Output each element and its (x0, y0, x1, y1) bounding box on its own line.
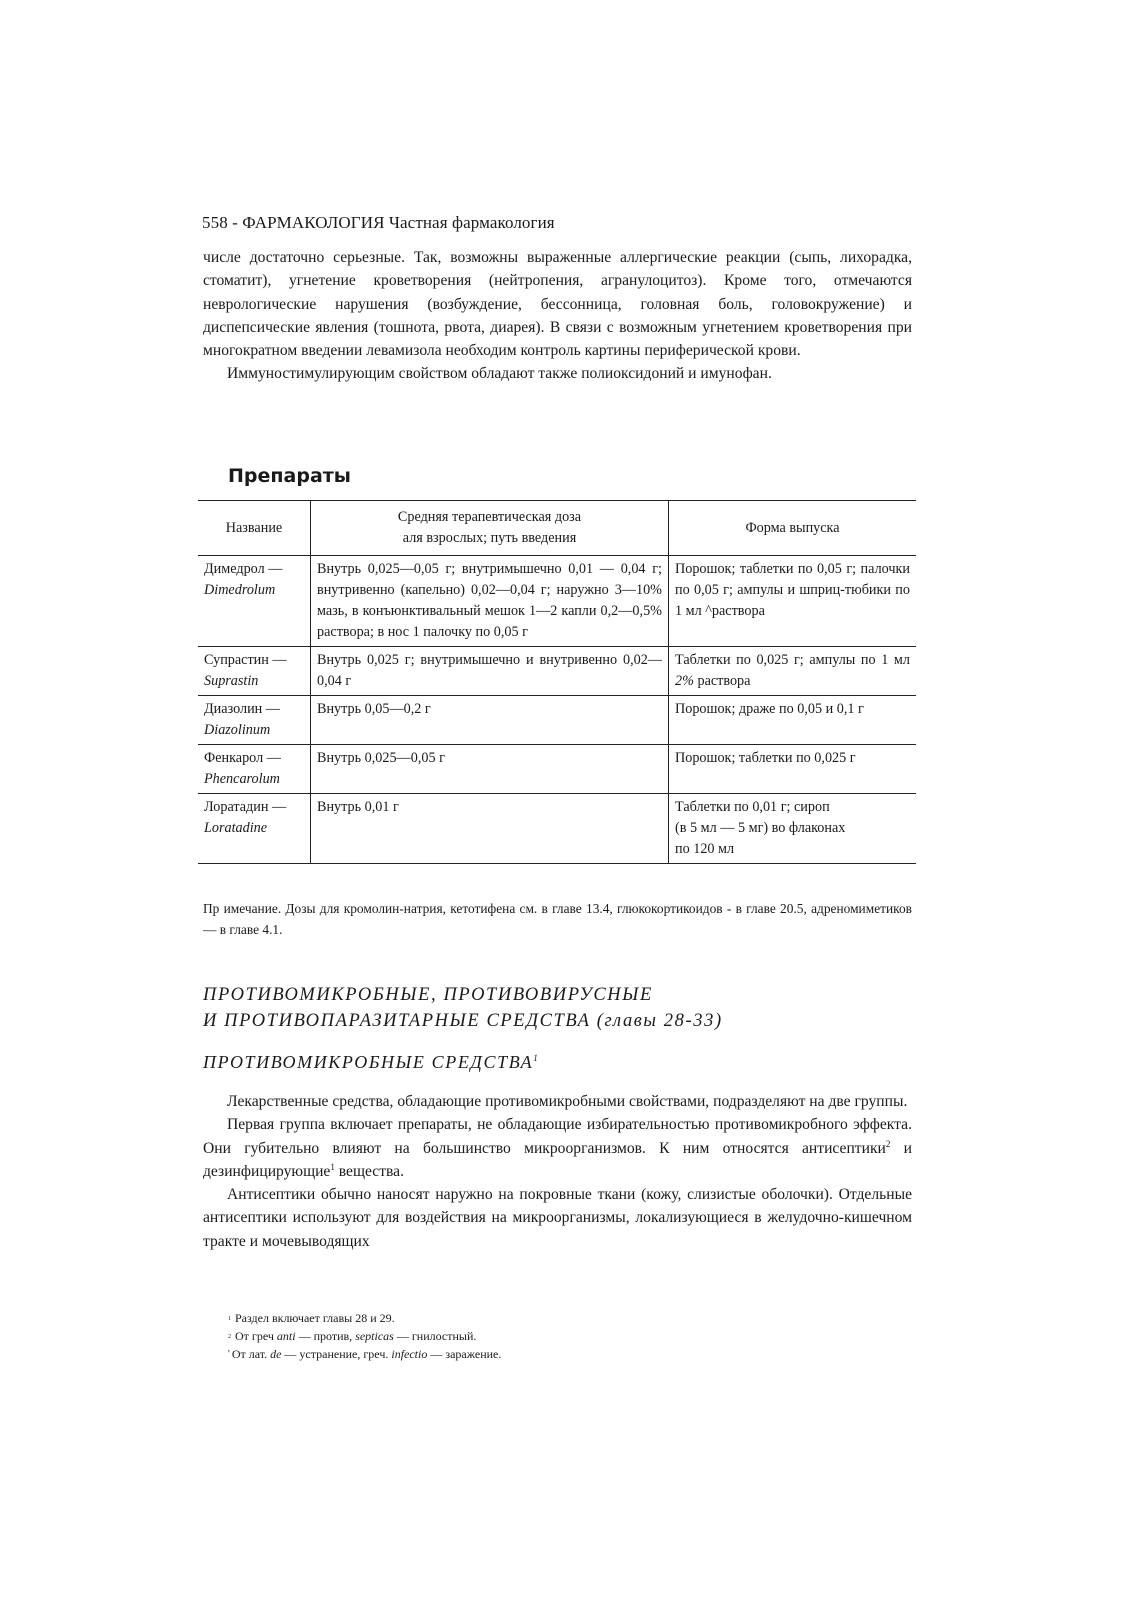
column-header-form: Форма выпуска (669, 501, 917, 556)
paragraph: Лекарственные средства, обладающие противомикробными свойствами, подразделяют на две группы. (227, 1093, 908, 1110)
form-line: (в 5 мл — 5 мг) во флаконах (675, 820, 846, 836)
drug-latin-name: Loratadine (204, 820, 268, 836)
table-row (198, 696, 916, 745)
footnote (228, 1328, 501, 1346)
dose-cell: Внутрь 0,025 г; внутримышечно и внутривенно 0,02—0,04 г (311, 647, 669, 696)
footnote (228, 1310, 501, 1328)
paragraph: числе достаточно серьезные. Так, возможны выраженные аллергические реакции (сыпь, лихорадка, стоматит), угнетение кроветворения (нейтропения, агранулоцитоз). Кроме того, отмечаются неврологические нарушения (возбуждение, бессонница, головная боль, головокружение) и диспепсические явления (тошнота, рвота, диарея). В связи с возможным угнетением кроветворения при многократном введении левамизола необходим контроль картины периферической крови. (203, 249, 912, 360)
drug-latin-name: Dimedrolum (204, 582, 276, 598)
dose-cell: Внутрь 0,01 г (311, 794, 669, 864)
table-header-row (198, 501, 916, 556)
table-row (198, 556, 916, 647)
footnote-term: septicas (355, 1328, 394, 1343)
preparations-heading: Препараты (228, 465, 351, 487)
footnote-mark: 2 (885, 1138, 891, 1149)
form-cell: Порошок; драже по 0,05 и 0,1 г (669, 696, 917, 745)
form-text: Таблетки по 0,025 г; ампулы по 1 мл (675, 652, 910, 668)
form-text: раствора (693, 673, 751, 689)
drug-name: Диазолин — (204, 701, 280, 717)
form-line: Таблетки по 0,01 г; сироп (675, 799, 830, 815)
footnote-text: — заражение. (427, 1346, 502, 1361)
footnote-text: — гнилостный. (393, 1328, 477, 1343)
paragraph: Иммуностимулирующим свойством обладают также полиоксидоний и имунофан. (227, 365, 772, 383)
running-header: 558 - ФАРМАКОЛОГИЯ Частная фармакология (202, 213, 555, 232)
footnote-text: — устранение, греч. (281, 1346, 392, 1361)
form-cell (669, 794, 917, 864)
footnote-text: Раздел включает главы 28 и 29. (235, 1311, 395, 1325)
drug-name-cell (198, 745, 311, 794)
section-text (203, 1090, 912, 1253)
column-header-dose (311, 501, 669, 556)
subsection-title (203, 1052, 539, 1073)
drug-name-cell (198, 696, 311, 745)
paragraph-text: вещества. (334, 1162, 404, 1180)
drug-latin-name: Diazolinum (204, 722, 271, 738)
footnote-term: de (270, 1346, 282, 1361)
drug-latin-name: Phencarolum (204, 771, 280, 787)
footnote-marker: 2 (228, 1333, 231, 1340)
drug-name: Супрастин — (204, 652, 287, 668)
paragraph: Антисептики обычно наносят наружно на покровные ткани (кожу, слизистые оболочки). Отдельные антисептики используют для воздействия на микроорганизмы, локализующиеся в желудочно-кишечном тракте и мочевыводящих (203, 1186, 912, 1250)
intro-text (203, 246, 912, 386)
dose-cell: Внутрь 0,025—0,05 г (311, 745, 669, 794)
form-cell (669, 647, 917, 696)
section-title (203, 982, 723, 1034)
form-line: по 120 мл (675, 841, 735, 857)
paragraph-text: Первая группа включает препараты, не обладающие избирательностью противомикробного эффекта. Они губительно влияют на большинство микроорганизмов. К ним относятся антисептики (203, 1116, 912, 1157)
paragraph-text: и дезинфицирующие (203, 1139, 912, 1180)
footnote (228, 1346, 501, 1363)
footnote-term: infectio (391, 1346, 428, 1361)
table-row (198, 794, 916, 864)
footnote-mark: 1 (330, 1161, 335, 1172)
drug-latin-name: Suprastin (204, 673, 259, 689)
section-title-line: И ПРОТИВОПАРАЗИТАРНЫЕ СРЕДСТВА (главы 28-33) (203, 1011, 723, 1031)
column-header-dose-line: Средняя терапевтическая доза (397, 509, 582, 525)
drug-name: Фенкарол — (204, 750, 281, 766)
section-title-line: ПРОТИВОМИКРОБНЫЕ, ПРОТИВОВИРУСНЫЕ (203, 985, 653, 1005)
form-cell: Порошок; таблетки по 0,025 г (669, 745, 917, 794)
preparations-table (198, 500, 916, 864)
footnote-mark: 1 (533, 1053, 540, 1063)
drug-name-cell (198, 647, 311, 696)
table-row (198, 647, 916, 696)
table-row (198, 745, 916, 794)
form-concentration: 2% (675, 673, 694, 689)
drug-name-cell (198, 794, 311, 864)
paragraph (203, 1113, 912, 1183)
footnotes (228, 1310, 501, 1363)
dose-cell: Внутрь 0,025—0,05 г; внутримышечно 0,01 — 0,04 г; внутривенно (капельно) 0,02—0,04 г; наружно 3—10% мазь, в конъюнктивальный мешок 1—2 капли 0,2—0,5% раствора; в нос 1 палочку по 0,05 г (311, 556, 669, 647)
footnote-text: От греч (235, 1328, 277, 1343)
form-cell: Порошок; таблетки по 0,05 г; палочки по 0,05 г; ампулы и шприц-тюбики по 1 мл ^раствора (669, 556, 917, 647)
drug-name-cell (198, 556, 311, 647)
footnote-marker: ' (228, 1348, 230, 1360)
footnote-marker: 1 (228, 1315, 231, 1322)
column-header-dose-line: аля взрослых; путь введения (402, 530, 577, 546)
footnote-text: — против, (295, 1328, 356, 1343)
dose-cell: Внутрь 0,05—0,2 г (311, 696, 669, 745)
column-header-name: Название (198, 501, 311, 556)
table-note: Пр имечание. Дозы для кромолин-натрия, кетотифена см. в главе 13.4, глюкокортикоидов - в главе 20.5, адреномиметиков — в главе 4.1. (203, 901, 912, 937)
drug-name: Димедрол — (204, 561, 283, 577)
subsection-title-text: ПРОТИВОМИКРОБНЫЕ СРЕДСТВА (203, 1052, 534, 1072)
footnote-text: От лат. (231, 1346, 271, 1361)
footnote-term: anti (276, 1328, 296, 1343)
drug-name: Лоратадин — (204, 799, 287, 815)
